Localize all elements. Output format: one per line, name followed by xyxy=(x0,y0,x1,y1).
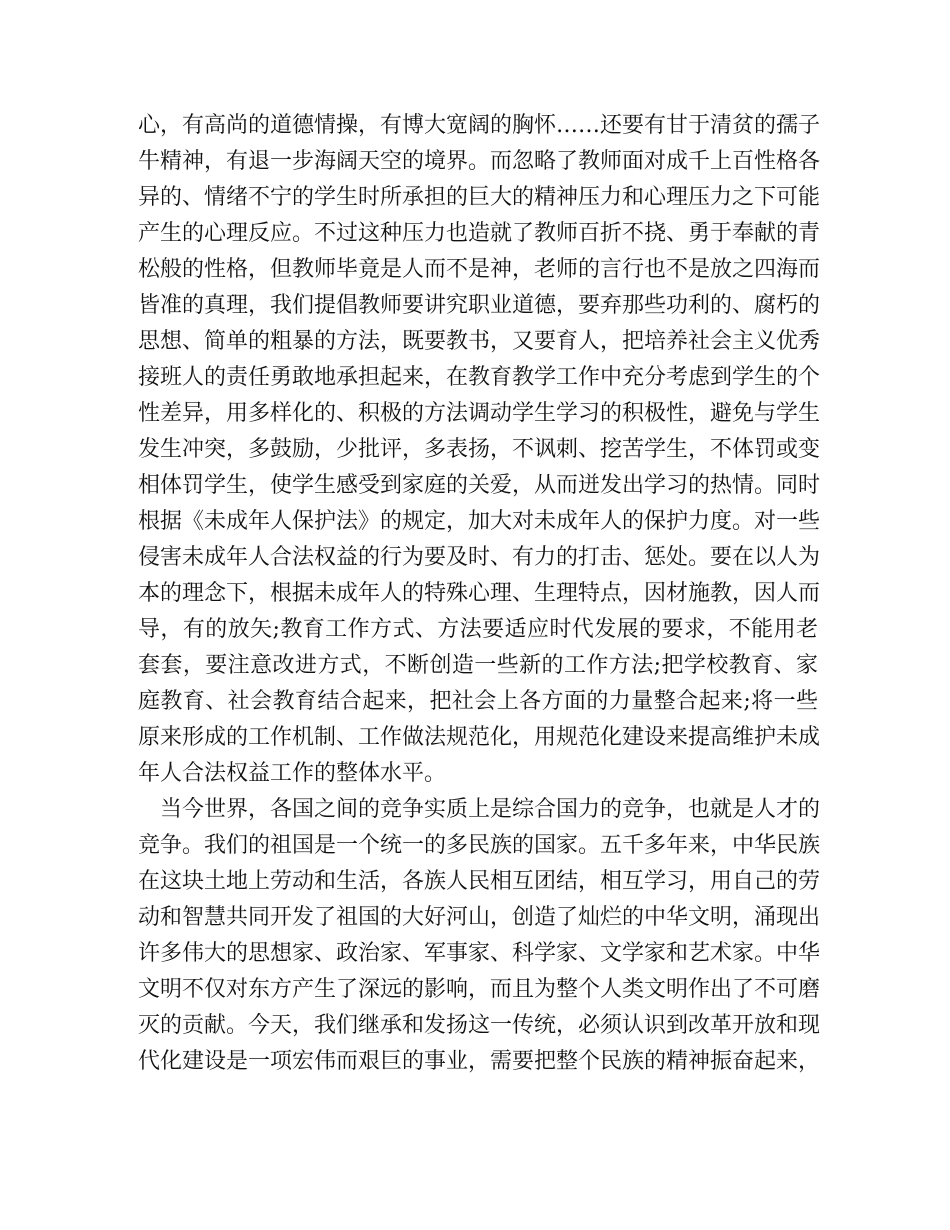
text-line: 本的理念下，根据未成年人的特殊心理、生理特点，因材施教，因人而 xyxy=(138,581,821,606)
text-line: 接班人的责任勇敢地承担起来，在教育教学工作中充分考虑到学生的个 xyxy=(138,365,821,390)
text-line: 文明不仅对东方产生了深远的影响，而且为整个人类文明作出了不可磨 xyxy=(138,977,821,1002)
text-line: 皆准的真理，我们提倡教师要讲究职业道德，要弃那些功利的、腐朽的 xyxy=(138,293,821,318)
text-line: 侵害未成年人合法权益的行为要及时、有力的打击、惩处。要在以人为 xyxy=(138,545,821,570)
text-line: 竞争。我们的祖国是一个统一的多民族的国家。五千多年来，中华民族 xyxy=(138,833,821,858)
text-line: 代化建设是一项宏伟而艰巨的事业，需要把整个民族的精神振奋起来， xyxy=(138,1049,821,1074)
text-line: 相体罚学生，使学生感受到家庭的关爱，从而迸发出学习的热情。同时 xyxy=(138,473,821,498)
body-text xyxy=(138,108,821,1080)
text-line: 原来形成的工作机制、工作做法规范化，用规范化建设来提高维护未成 xyxy=(138,725,821,750)
text-line: 套套，要注意改进方式，不断创造一些新的工作方法;把学校教育、家 xyxy=(138,653,818,678)
text-line: 松般的性格，但教师毕竟是人而不是神，老师的言行也不是放之四海而 xyxy=(138,257,821,282)
text-line: 发生冲突，多鼓励，少批评，多表扬，不讽刺、挖苦学生，不体罚或变 xyxy=(138,437,821,462)
text-line: 产生的心理反应。不过这种压力也造就了教师百折不挠、勇于奉献的青 xyxy=(138,221,821,246)
text-line: 根据《未成年人保护法》的规定，加大对未成年人的保护力度。对一些 xyxy=(138,509,821,534)
text-line: 在这块土地上劳动和生活，各族人民相互团结，相互学习，用自己的劳 xyxy=(138,869,821,894)
text-line: 思想、简单的粗暴的方法，既要教书，又要育人，把培养社会主义优秀 xyxy=(138,329,821,354)
text-line: 许多伟大的思想家、政治家、军事家、科学家、文学家和艺术家。中华 xyxy=(138,941,821,966)
text-line: 年人合法权益工作的整体水平。 xyxy=(138,761,447,786)
text-line: 灭的贡献。今天，我们继承和发扬这一传统，必须认识到改革开放和现 xyxy=(138,1013,821,1038)
text-line: 庭教育、社会教育结合起来，把社会上各方面的力量整合起来;将一些 xyxy=(138,689,818,714)
text-line: 导，有的放矢;教育工作方式、方法要适应时代发展的要求，不能用老 xyxy=(138,617,818,642)
text-line: 当今世界，各国之间的竞争实质上是综合国力的竞争，也就是人才的 xyxy=(160,797,821,822)
text-line: 动和智慧共同开发了祖国的大好河山，创造了灿烂的中华文明，涌现出 xyxy=(138,905,821,930)
text-line: 异的、情绪不宁的学生时所承担的巨大的精神压力和心理压力之下可能 xyxy=(138,185,821,210)
text-line: 心，有高尚的道德情操，有博大宽阔的胸怀……还要有甘于清贫的孺子 xyxy=(138,113,821,138)
text-line: 性差异，用多样化的、积极的方法调动学生学习的积极性，避免与学生 xyxy=(138,401,821,426)
text-line: 牛精神，有退一步海阔天空的境界。而忽略了教师面对成千上百性格各 xyxy=(138,149,821,174)
